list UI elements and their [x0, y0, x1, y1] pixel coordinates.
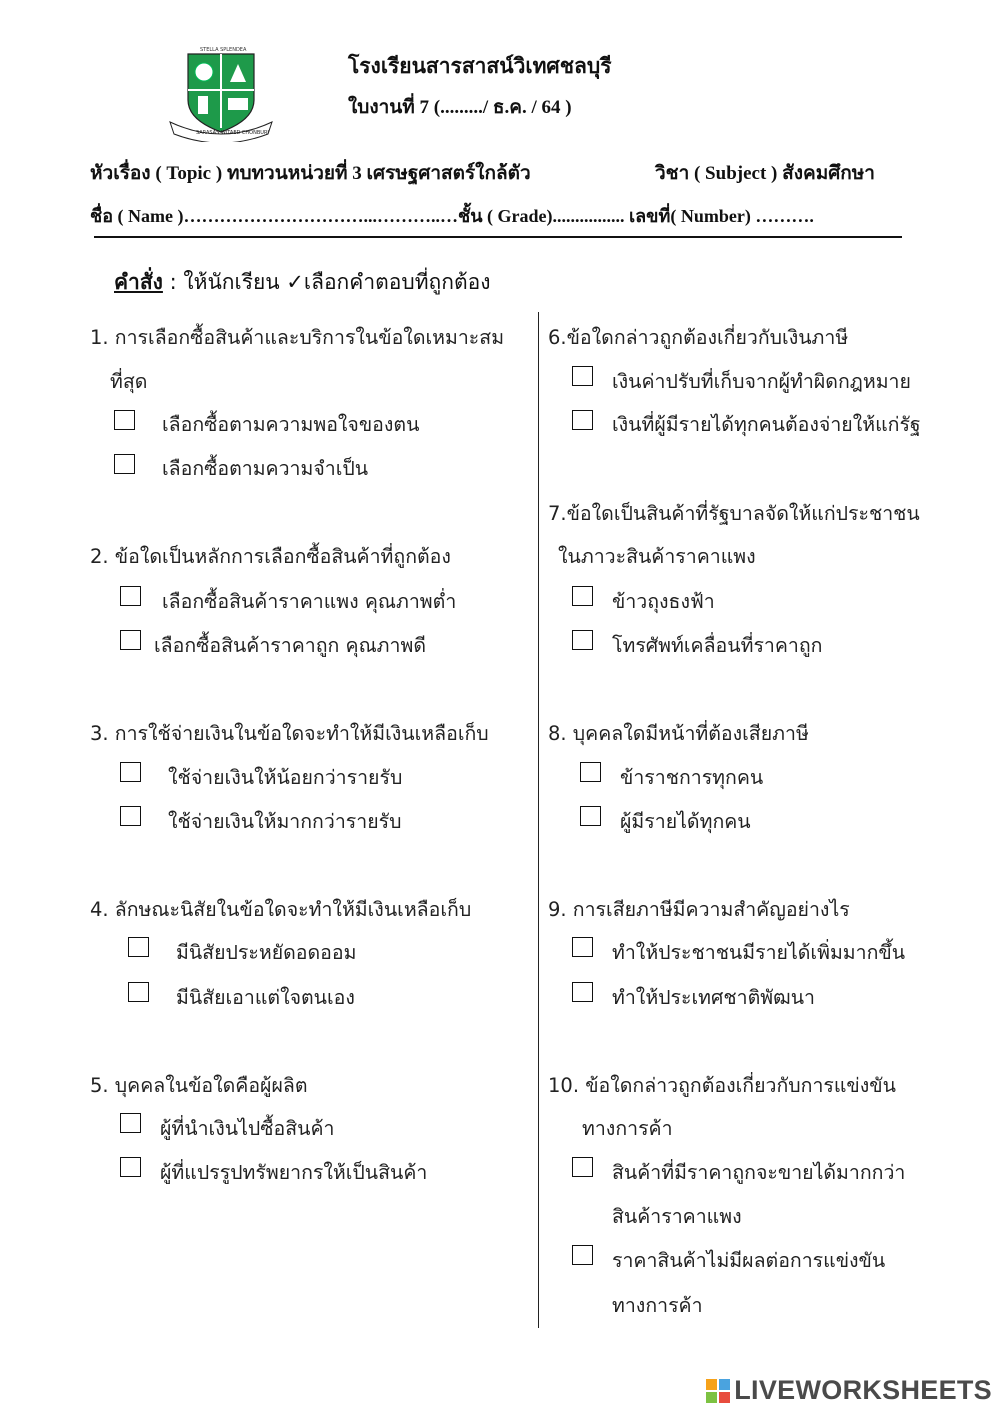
q3-option-a-checkbox[interactable]: [120, 762, 141, 782]
q6-option-a-checkbox[interactable]: [572, 366, 593, 386]
q6-option-b-label: เงินที่ผู้มีรายได้ทุกคนต้องจ่ายให้แก่รัฐ: [612, 413, 921, 436]
q1-option-b-label: เลือกซื้อตามความจำเป็น: [162, 457, 369, 480]
q5-option-a-label: ผู้ที่นำเงินไปซื้อสินค้า: [160, 1117, 335, 1140]
question-5-text: 5. บุคคลในข้อใดคือผู้ผลิต: [90, 1074, 308, 1097]
column-divider: [538, 312, 539, 1328]
instruction-label: คำสั่ง: [114, 270, 163, 294]
q1-option-a-checkbox[interactable]: [114, 410, 135, 430]
q2-option-b-label: เลือกซื้อสินค้าราคาถูก คุณภาพดี: [154, 634, 426, 657]
q7-option-a-label: ข้าวถุงธงฟ้า: [612, 590, 715, 613]
q2-option-a-label: เลือกซื้อสินค้าราคาแพง คุณภาพต่ำ: [162, 590, 457, 613]
worksheet-number: ใบงานที่ 7 (........./ ธ.ค. / 64 ): [348, 97, 572, 118]
name-grade-number-line: ชื่อ ( Name )…………………………...………..…ชั้น ( Grade)................ เลขที่( Number) ……….: [90, 206, 814, 226]
liveworksheets-brand: [706, 1375, 992, 1406]
q6-option-a-label: เงินค่าปรับที่เก็บจากผู้ทำผิดกฎหมาย: [612, 370, 911, 393]
q8-option-a-label: ข้าราชการทุกคน: [620, 766, 764, 789]
q7-option-b-checkbox[interactable]: [572, 630, 593, 650]
q6-option-b-checkbox[interactable]: [572, 410, 593, 430]
q9-option-a-checkbox[interactable]: [572, 937, 593, 957]
q3-option-b-label: ใช้จ่ายเงินให้มากกว่ารายรับ: [168, 810, 402, 833]
header-divider: [94, 236, 902, 238]
q3-option-a-label: ใช้จ่ายเงินให้น้อยกว่ารายรับ: [168, 766, 403, 789]
q5-option-b-checkbox[interactable]: [120, 1157, 141, 1177]
question-1-text-cont: ที่สุด: [110, 370, 148, 393]
q4-option-a-checkbox[interactable]: [128, 937, 149, 957]
q4-option-b-label: มีนิสัยเอาแต่ใจตนเอง: [176, 986, 355, 1009]
q2-option-b-checkbox[interactable]: [120, 630, 141, 650]
q9-option-a-label: ทำให้ประชาชนมีรายได้เพิ่มมากขึ้น: [612, 941, 906, 964]
q8-option-b-label: ผู้มีรายได้ทุกคน: [620, 810, 751, 833]
q7-option-a-checkbox[interactable]: [572, 586, 593, 606]
question-10-text: 10. ข้อใดกล่าวถูกต้องเกี่ยวกับการแข่งขัน: [548, 1074, 896, 1097]
q1-option-a-label: เลือกซื้อตามความพอใจของตน: [162, 413, 420, 436]
liveworksheets-icon: [706, 1379, 730, 1403]
q3-option-b-checkbox[interactable]: [120, 806, 141, 826]
crest-ribbon-text: SARASAS WITAED CHONBURI: [196, 130, 269, 136]
q2-option-a-checkbox[interactable]: [120, 586, 141, 606]
q8-option-b-checkbox[interactable]: [580, 806, 601, 826]
school-crest-logo: [160, 42, 282, 142]
question-1-text: 1. การเลือกซื้อสินค้าและบริการในข้อใดเหมาะสม: [90, 326, 505, 349]
question-6-text: 6.ข้อใดกล่าวถูกต้องเกี่ยวกับเงินภาษี: [548, 326, 849, 349]
q10-option-b-label-cont: ทางการค้า: [612, 1294, 703, 1317]
q10-option-b-checkbox[interactable]: [572, 1245, 593, 1265]
question-2-text: 2. ข้อใดเป็นหลักการเลือกซื้อสินค้าที่ถูกต้อง: [90, 545, 451, 568]
q10-option-a-label: สินค้าที่มีราคาถูกจะขายได้มากกว่า: [612, 1161, 906, 1184]
q5-option-a-checkbox[interactable]: [120, 1113, 141, 1133]
instruction-text: : ให้นักเรียน ✓เลือกคำตอบที่ถูกต้อง: [162, 270, 491, 294]
q4-option-b-checkbox[interactable]: [128, 982, 149, 1002]
brand-text: LIVEWORKSHEETS: [734, 1375, 992, 1405]
q4-option-a-label: มีนิสัยประหยัดอดออม: [176, 941, 357, 964]
question-9-text: 9. การเสียภาษีมีความสำคัญอย่างไร: [548, 898, 850, 921]
q10-option-b-label: ราคาสินค้าไม่มีผลต่อการแข่งขัน: [612, 1249, 886, 1272]
subject-line: วิชา ( Subject ) สังคมศึกษา: [655, 163, 875, 184]
q5-option-b-label: ผู้ที่แปรรูปทรัพยากรให้เป็นสินค้า: [160, 1161, 428, 1184]
instruction: [114, 266, 490, 299]
q9-option-b-checkbox[interactable]: [572, 982, 593, 1002]
q10-option-a-label-cont: สินค้าราคาแพง: [612, 1205, 742, 1228]
school-name: โรงเรียนสารสาสน์วิเทศชลบุรี: [348, 54, 612, 78]
q7-option-b-label: โทรศัพท์เคลื่อนที่ราคาถูก: [612, 634, 823, 657]
q9-option-b-label: ทำให้ประเทศชาติพัฒนา: [612, 986, 815, 1009]
crest-top-text: STELLA SPLENDEA: [200, 47, 247, 53]
q10-option-a-checkbox[interactable]: [572, 1157, 593, 1177]
q1-option-b-checkbox[interactable]: [114, 454, 135, 474]
q8-option-a-checkbox[interactable]: [580, 762, 601, 782]
question-7-text-cont: ในภาวะสินค้าราคาแพง: [558, 545, 756, 568]
topic-line: หัวเรื่อง ( Topic ) ทบทวนหน่วยที่ 3 เศรษฐศาสตร์ใกล้ตัว: [90, 163, 531, 184]
question-4-text: 4. ลักษณะนิสัยในข้อใดจะทำให้มีเงินเหลือเก็บ: [90, 898, 472, 921]
question-8-text: 8. บุคคลใดมีหน้าที่ต้องเสียภาษี: [548, 722, 809, 745]
question-3-text: 3. การใช้จ่ายเงินในข้อใดจะทำให้มีเงินเหลือเก็บ: [90, 722, 489, 745]
question-7-text: 7.ข้อใดเป็นสินค้าที่รัฐบาลจัดให้แก่ประชาชน: [548, 502, 920, 525]
question-10-text-cont: ทางการค้า: [582, 1117, 673, 1140]
